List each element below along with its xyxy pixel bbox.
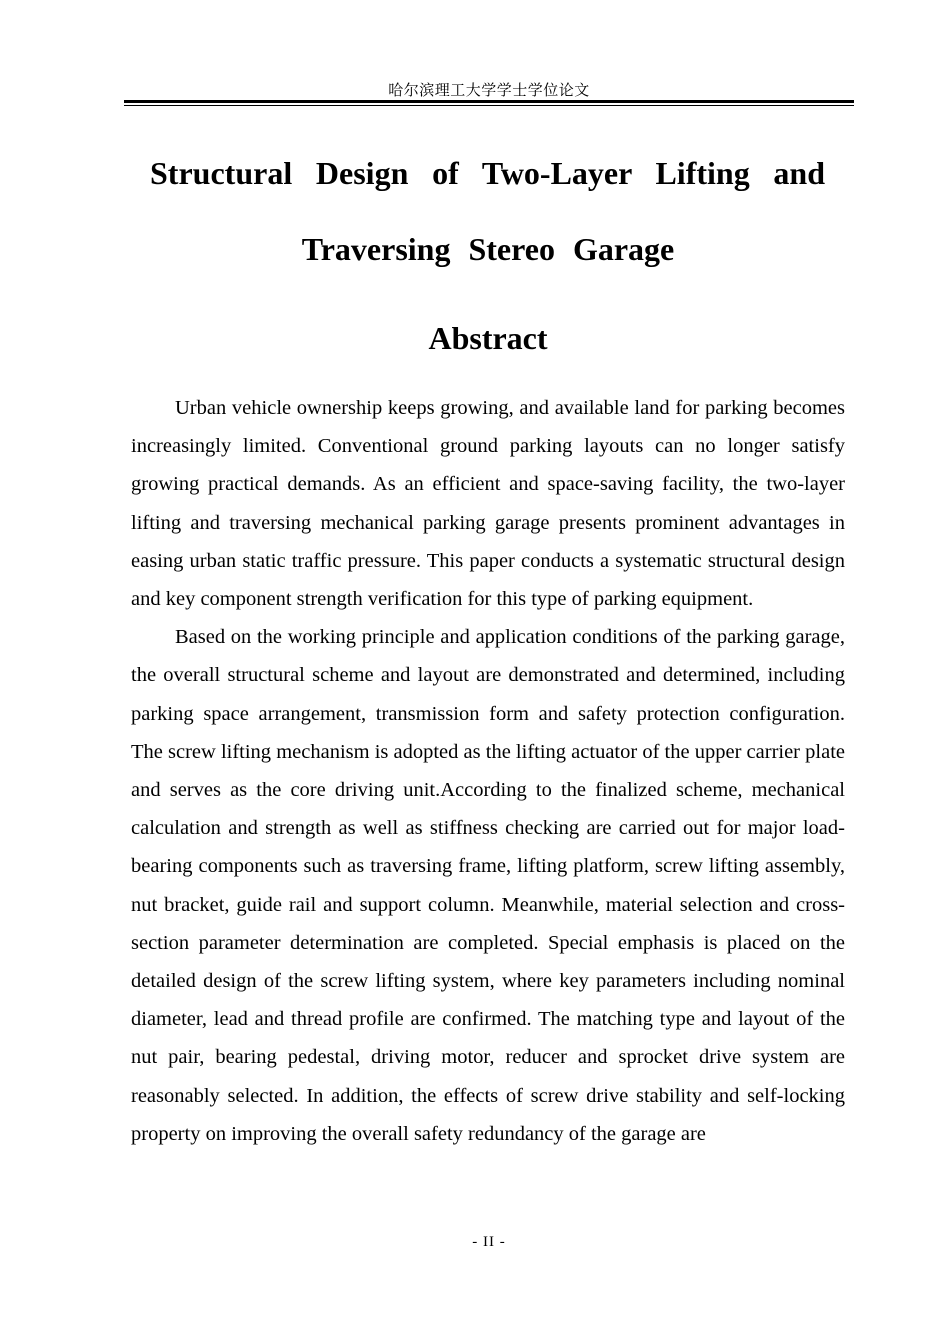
header-rule-thin — [124, 105, 854, 106]
abstract-heading: Abstract — [428, 320, 548, 356]
abstract-paragraph-2: Based on the working principle and application conditions of the parking garage, the overall structural scheme and layout are demonstrated and determined, including parking space arrangement, transmission form and safety protection configuration. The screw lifting mechanism is adopted as the lifting actuator of the upper carrier plate and serves as the core driving unit.According to the finalized scheme, mechanical calculation and strength as well as stiffness checking are carried out for major load-bearing components such as traversing frame, lifting platform, screw lifting assembly, nut bracket, guide rail and support column. Meanwhile, material selection and cross-section parameter determination are completed. Special emphasis is placed on the detailed design of the screw lifting system, where key parameters including nominal diameter, lead and thread profile are confirmed. The matching type and layout of the nut pair, bearing pedestal, driving motor, reducer and sprocket drive system are reasonably selected. In addition, the effects of screw drive stability and self-locking property on improving the overall safety redundancy of the garage are — [131, 626, 845, 1145]
running-header: 哈尔滨理工大学学士学位论文 — [388, 81, 590, 99]
thesis-title-line-2: Traversing Stereo Garage — [301, 231, 675, 267]
page-number: - II - — [472, 1234, 506, 1250]
abstract-paragraph-1: Urban vehicle ownership keeps growing, and available land for parking becomes increasingly limited. Conventional ground parking layouts can no longer satisfy growing practical demands. As an efficient and space-saving facility, the two-layer lifting and traversing mechanical parking garage presents prominent advantages in easing urban static traffic pressure. This paper conducts a systematic structural design and key component strength verification for this type of parking equipment. — [131, 397, 845, 611]
thesis-title-line-1: Structural Design of Two-Layer Lifting and — [150, 155, 825, 191]
abstract-body — [131, 389, 845, 1231]
header-rule-thick — [124, 100, 854, 103]
